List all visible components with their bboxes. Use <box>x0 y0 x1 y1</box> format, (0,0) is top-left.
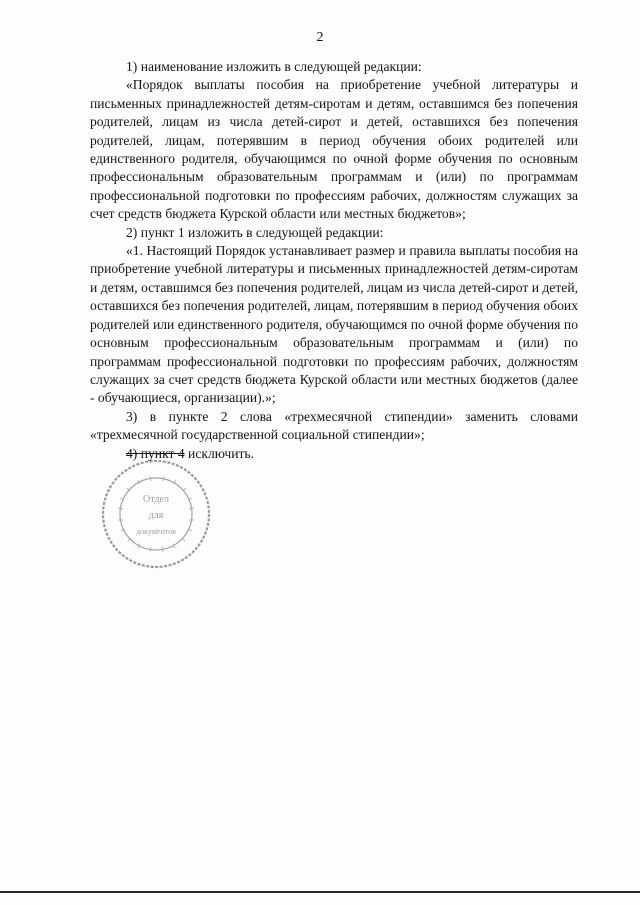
paragraph-2: «Порядок выплаты пособия на приобретение учебной литературы и письменных принадлежностей детям-сиротам и детям, оставшимся без попечения родителей, лицам из числа детей-сирот и детей, оставшихся без попечения родителей, лицам, потерявшим в период обучения обоих родителей или единственного родителя, обучающимся по очной форме обучения по основным профессиональным образовательным программам и (или) по программам профессиональной подготовки по профессиям рабочих, должностям служащих за счет средств бюджета Курской области или местных бюджетов»; <box>90 77 578 222</box>
bottom-scan-edge <box>0 891 640 893</box>
stamp-line-1: Отдел <box>143 494 169 505</box>
paragraph-3: 2) пункт 1 изложить в следующей редакции: <box>126 224 384 240</box>
paragraph-5: 3) в пункте 2 слова «трехмесячной стипендии» заменить словами «трехмесячной государственной социальной стипендии»; <box>90 408 578 443</box>
paragraph-4: «1. Настоящий Порядок устанавливает размер и правила выплаты пособия на приобретение учебной литературы и письменных принадлежностей детям-сиротам и детям, оставшимся без попечения родителей, лицам из числа детей-сирот и детей, оставшихся без попечения родителей, лицам, потерявшим в период обучения обоих родителей или единственного родителя, обучающимся по очной форме обучения по основным профессиональным образовательным программам и (или) по программам профессиональной подготовки по профессиям рабочих, должностям служащих за счет средств бюджета Курской области или местных бюджетов (далее - обучающиеся, организации).»; <box>90 243 578 406</box>
round-seal-stamp <box>100 458 212 570</box>
page-number: 2 <box>316 30 324 45</box>
paragraph-1: 1) наименование изложить в следующей редакции: <box>126 59 422 74</box>
stamp-line-3: документов <box>136 527 176 536</box>
stamp-line-2: для <box>148 510 164 521</box>
document-body <box>90 58 578 463</box>
paragraph-6-rest: исключить. <box>184 445 255 461</box>
struck-text: 4) пункт 4 <box>126 445 185 461</box>
